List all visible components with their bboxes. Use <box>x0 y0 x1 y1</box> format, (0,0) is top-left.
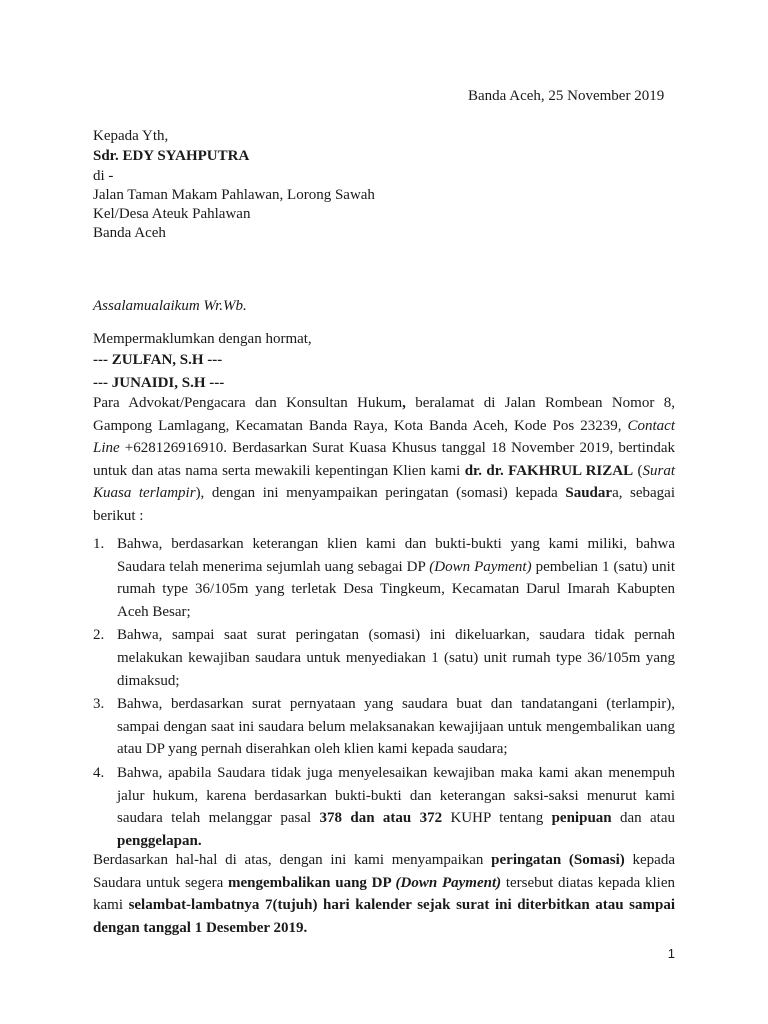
body-paragraph: Para Advokat/Pengacara dan Konsultan Hukum, beralamat di Jalan Rombean Nomor 8, Gampong Lamlagang, Kecamatan Banda Raya, Kota Banda Aceh, Kode Pos 23239, Contact Line +628126916910. Berdasarkan Surat Kuasa Khusus tanggal 18 November 2019, bertindak untuk dan atas nama serta mewakili kepentingan Klien kami dr. dr. FAKHRUL RIZAL (Surat Kuasa terlampir), dengan ini menyampaikan peringatan (somasi) kepada Saudara, sebagai berikut : <box>93 395 675 524</box>
lawyer-name-2: --- JUNAIDI, S.H --- <box>93 375 225 391</box>
recipient-name: Sdr. EDY SYAHPUTRA <box>93 148 250 164</box>
list-item: 2. Bahwa, sampai saat surat peringatan (somasi) ini dikeluarkan, saudara tidak pernah melakukan kewajiban saudara untuk menyediakan 1 (satu) unit rumah type 36/105m yang dimaksud; <box>93 627 675 689</box>
recipient-salutation: Kepada Yth, <box>93 128 169 144</box>
intro-line: Mempermaklumkan dengan hormat, <box>93 331 312 347</box>
recipient-di: di - <box>93 168 114 184</box>
list-item: 3. Bahwa, berdasarkan surat pernyataan yang saudara buat dan tandatangani (terlampir), sampai dengan saat ini saudara belum melaksanakan kewajijaan untuk mengembalikan uang atau DP yang pernah diserahkan oleh klien kami kepada saudara; <box>93 696 675 758</box>
lawyer-name-1: --- ZULFAN, S.H --- <box>93 352 223 368</box>
recipient-address-line-3: Banda Aceh <box>93 225 166 241</box>
page-number: 1 <box>667 946 675 961</box>
list-item: 1. Bahwa, berdasarkan keterangan klien kami dan bukti-bukti yang kami miliki, bahwa Saudara telah menerima sejumlah uang sebagai DP (Down Payment) pembelian 1 (satu) unit rumah type 36/105m yang terletak Desa Tingkeum, Kecamatan Darul Imarah Kabupten Aceh Besar; <box>93 536 675 620</box>
recipient-address-line-1: Jalan Taman Makam Pahlawan, Lorong Sawah <box>93 187 375 203</box>
somasi-points-list <box>93 533 675 853</box>
greeting: Assalamualaikum Wr.Wb. <box>93 298 247 314</box>
date-line: Banda Aceh, 25 November 2019 <box>468 88 665 104</box>
list-item: 4. Bahwa, apabila Saudara tidak juga menyelesaikan kewajiban maka kami akan menempuh jalur hukum, karena berdasarkan bukti-bukti dan keterangan saksi-saksi menurut kami saudara telah melanggar pasal 378 dan atau 372 KUHP tentang penipuan dan atau penggelapan. <box>93 764 675 849</box>
closing-paragraph: Berdasarkan hal-hal di atas, dengan ini kami menyampaikan peringatan (Somasi) kepada Saudara untuk segera mengembalikan uang DP (Down Payment) tersebut diatas kepada klien kami selambat-lambatnya 7(tujuh) hari kalender sejak surat ini diterbitkan atau sampai dengan tanggal 1 Desember 2019. <box>93 852 676 936</box>
recipient-address-line-2: Kel/Desa Ateuk Pahlawan <box>93 206 251 222</box>
